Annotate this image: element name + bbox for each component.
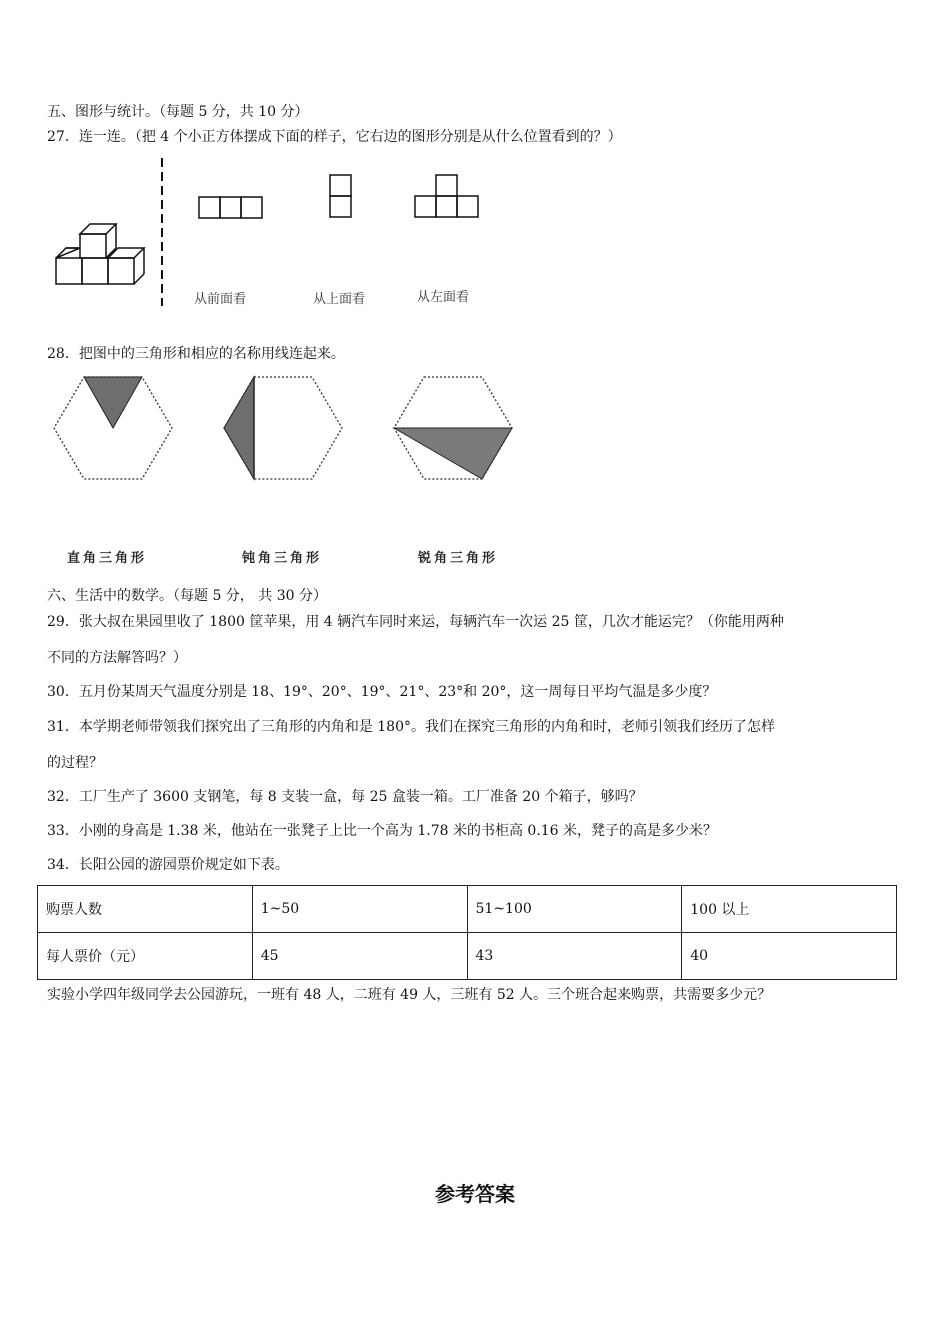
- front-view-shape: [198, 196, 266, 220]
- label-acute-triangle: 锐角三角形: [418, 551, 499, 566]
- table-cell: 45: [252, 933, 467, 980]
- answer-title: 参考答案: [435, 1182, 515, 1206]
- view-label-front: 从前面看: [194, 292, 247, 307]
- question-27: 27．连一连。（把 4 个小正方体摆成下面的样子，它右边的图形分别是从什么位置看到的？）: [47, 129, 622, 145]
- table-row: [38, 933, 897, 980]
- table-cell: 每人票价（元）: [38, 933, 253, 980]
- table-cell: 购票人数: [38, 886, 253, 933]
- dashed-divider: [160, 158, 164, 308]
- cube-stack-figure: [52, 218, 152, 288]
- hexagon-right-triangle: [52, 375, 174, 483]
- question-29-line2: 不同的方法解答吗？）: [47, 650, 187, 666]
- view-label-top: 从上面看: [313, 292, 366, 307]
- question-30: 30．五月份某周天气温度分别是 18、19°、20°、19°、21°、23°和 20°，这一周每日平均气温是多少度？: [47, 684, 717, 700]
- section5-heading: 五、图形与统计。（每题 5 分，共 10 分）: [47, 104, 309, 120]
- question-31-line1: 31．本学期老师带领我们探究出了三角形的内角和是 180°。我们在探究三角形的内角和时，老师引领我们经历了怎样: [47, 719, 775, 735]
- left-view-shape: [414, 174, 484, 220]
- question-28: 28．把图中的三角形和相应的名称用线连起来。: [47, 346, 345, 362]
- table-cell: 40: [682, 933, 897, 980]
- table-cell: 100 以上: [682, 886, 897, 933]
- hexagon-acute-triangle: [392, 375, 514, 483]
- question-34-followup: 实验小学四年级同学去公园游玩，一班有 48 人，二班有 49 人，三班有 52 人。三个班合起来购票，共需要多少元？: [47, 987, 772, 1003]
- question-29-line1: 29．张大叔在果园里收了 1800 筐苹果，用 4 辆汽车同时来运，每辆汽车一次运 25 筐，几次才能运完？（你能用两种: [47, 614, 784, 630]
- hexagon-obtuse-triangle: [222, 375, 344, 483]
- question-32: 32．工厂生产了 3600 支钢笔，每 8 支装一盒，每 25 盒装一箱。工厂准备 20 个箱子，够吗？: [47, 789, 643, 805]
- table-cell: 43: [467, 933, 682, 980]
- table-cell: 51~100: [467, 886, 682, 933]
- section6-heading: 六、生活中的数学。（每题 5 分， 共 30 分）: [47, 588, 327, 604]
- question-33: 33．小刚的身高是 1.38 米，他站在一张凳子上比一个高为 1.78 米的书柜高 0.16 米，凳子的高是多少米？: [47, 823, 718, 839]
- top-view-shape: [329, 174, 353, 220]
- ticket-price-table: [37, 885, 897, 980]
- table-row: [38, 886, 897, 933]
- question-34: 34．长阳公园的游园票价规定如下表。: [47, 857, 289, 873]
- table-cell: 1~50: [252, 886, 467, 933]
- question-31-line2: 的过程？: [47, 755, 103, 771]
- label-right-triangle: 直角三角形: [67, 551, 148, 566]
- view-label-left: 从左面看: [417, 290, 470, 305]
- label-obtuse-triangle: 钝角三角形: [242, 551, 323, 566]
